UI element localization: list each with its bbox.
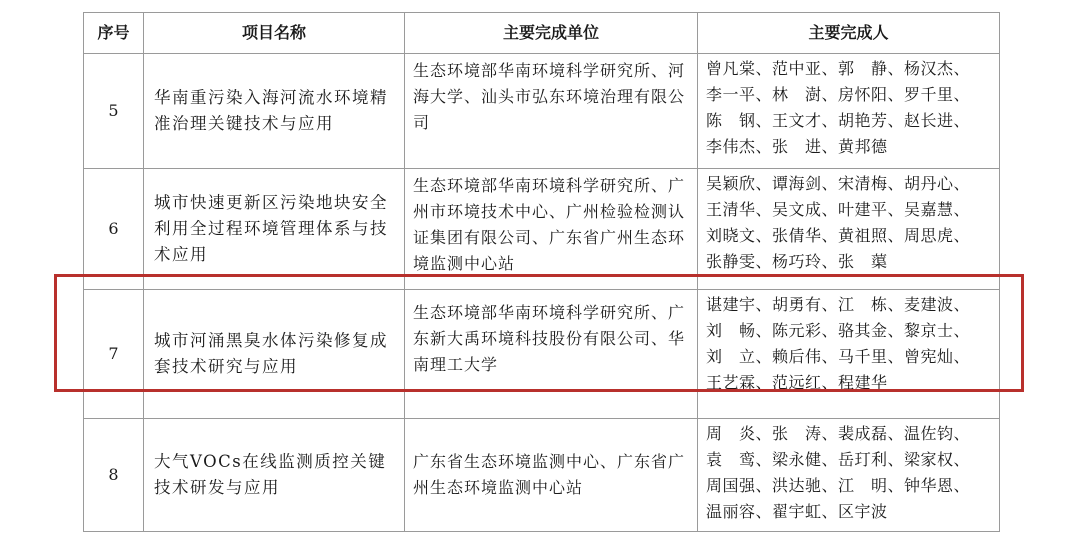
people-line: 李一平、林 澍、房怀阳、罗千里、	[706, 85, 971, 104]
table-row	[84, 419, 1000, 532]
table-row-highlighted	[84, 290, 1000, 419]
main-units: 生态环境部华南环境科学研究所、广东新大禹环境科技股份有限公司、华南理工大学	[405, 290, 698, 419]
project-name: 华南重污染入海河流水环境精准治理关键技术与应用	[144, 54, 405, 169]
header-main-people: 主要完成人	[698, 13, 1000, 54]
people-line: 曾凡棠、范中亚、郭 静、杨汉杰、	[706, 59, 971, 78]
people-line: 刘 畅、陈元彩、骆其金、黎京士、	[706, 321, 971, 340]
project-name: 城市河涌黑臭水体污染修复成套技术研究与应用	[144, 290, 405, 419]
table-header-row	[84, 13, 1000, 54]
main-people	[698, 169, 1000, 290]
main-units: 生态环境部华南环境科学研究所、河海大学、汕头市弘东环境治理有限公司	[405, 54, 698, 169]
people-line: 袁 鸾、梁永健、岳玎利、梁家权、	[706, 450, 971, 469]
main-units: 广东省生态环境监测中心、广东省广州生态环境监测中心站	[405, 419, 698, 532]
people-line: 王清华、吴文成、叶建平、吴嘉慧、	[706, 200, 971, 219]
main-people	[698, 290, 1000, 419]
header-main-units: 主要完成单位	[405, 13, 698, 54]
row-number: 6	[84, 169, 144, 290]
people-line: 谌建宇、胡勇有、江 栋、麦建波、	[706, 295, 971, 314]
project-name: 城市快速更新区污染地块安全利用全过程环境管理体系与技术应用	[144, 169, 405, 290]
table-row	[84, 169, 1000, 290]
project-name: 大气VOCs在线监测质控关键技术研发与应用	[144, 419, 405, 532]
people-line: 刘 立、赖后伟、马千里、曾宪灿、	[706, 347, 971, 366]
people-line: 刘晓文、张倩华、黄祖照、周思虎、	[706, 226, 971, 245]
people-line: 王艺霖、范远红、程建华	[706, 373, 888, 392]
row-number: 8	[84, 419, 144, 532]
people-line: 李伟杰、张 进、黄邦德	[706, 137, 888, 156]
people-line: 周国强、洪达驰、江 明、钟华恩、	[706, 476, 971, 495]
awards-table	[83, 12, 1000, 532]
header-number: 序号	[84, 13, 144, 54]
people-line: 陈 钢、王文才、胡艳芳、赵长进、	[706, 111, 971, 130]
people-line: 张静雯、杨巧玲、张 蕖	[706, 252, 888, 271]
main-people	[698, 419, 1000, 532]
main-people	[698, 54, 1000, 169]
people-line: 温丽容、翟宇虹、区宇波	[706, 502, 888, 521]
header-project-name: 项目名称	[144, 13, 405, 54]
row-number: 7	[84, 290, 144, 419]
table-row	[84, 54, 1000, 169]
row-number: 5	[84, 54, 144, 169]
main-units: 生态环境部华南环境科学研究所、广州市环境技术中心、广州检验检测认证集团有限公司、广东省广州生态环境监测中心站	[405, 169, 698, 290]
people-line: 周 炎、张 涛、裴成磊、温佐钧、	[706, 424, 971, 443]
people-line: 吴颖欣、谭海剑、宋清梅、胡丹心、	[706, 174, 971, 193]
